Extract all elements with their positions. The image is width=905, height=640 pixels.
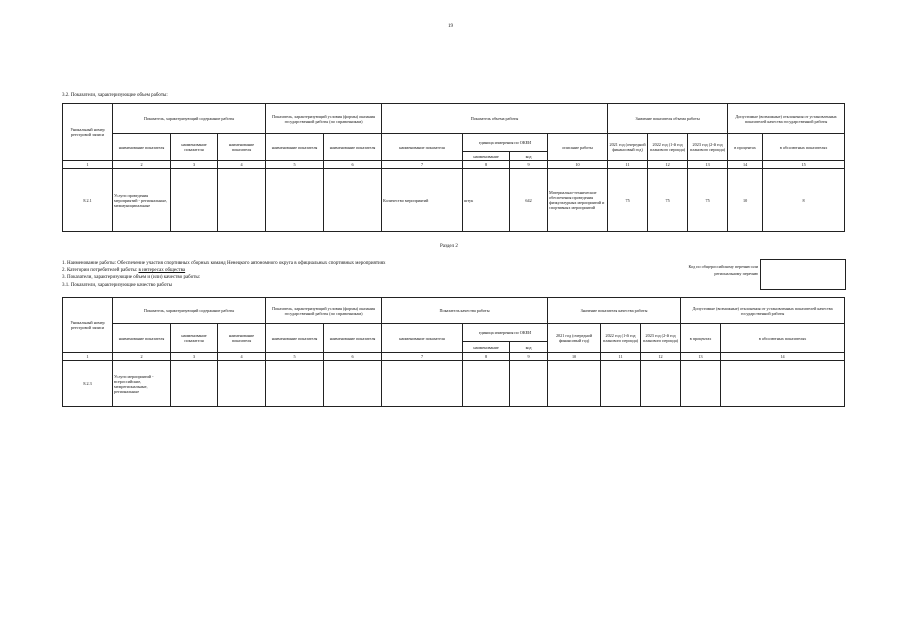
table-row — [63, 361, 845, 407]
indicators-line: 3. Показатели, характеризующие объем и (или) качество работы: — [62, 275, 201, 281]
col-number: 3 — [171, 161, 218, 169]
code-box — [760, 259, 846, 290]
page-number: 19 — [448, 24, 453, 29]
row-empty — [641, 361, 681, 407]
hdr-name-ind: наименование показателя — [113, 324, 171, 353]
hdr-unique-id: Уникальный номер реестровой записи — [63, 104, 113, 161]
volume-table — [62, 103, 845, 232]
work-name-line: 1. Наименование работы: Обеспечение участия спортивных сборных команд Ненецкого автономного округа в официальных спортивных мероприятиях — [62, 261, 386, 266]
col-number: 11 — [601, 353, 641, 361]
hdr-year-2021: 2021 год (очередной финансовый год) — [608, 134, 648, 161]
col-number: 1 — [63, 161, 113, 169]
volume-section-title: 3.2. Показатели, характеризующие объем работы: — [62, 93, 168, 98]
col-number: 6 — [324, 161, 382, 169]
row-empty — [218, 361, 266, 407]
code-label: Код по общероссийскому перечню или региональному перечню — [688, 264, 758, 277]
row-description: Материально-технические обеспечения проведения физкультурных мероприятий и спортивных мероприятий — [548, 169, 608, 232]
col-number: 7 — [382, 161, 463, 169]
hdr-unit-name: наименование — [463, 152, 510, 161]
col-number: 2 — [113, 353, 171, 361]
hdr-conditions: Показатель, характеризующий условия (формы) оказания государственной работы (по справочникам) — [266, 104, 382, 134]
row-empty — [171, 361, 218, 407]
col-number: 12 — [648, 161, 688, 169]
row-content: Услуги проведения мероприятий - региональные, межмуниципальные — [113, 169, 171, 232]
hdr-name-ind: наименование показателя — [218, 324, 266, 353]
hdr-year-2021: 2021 год (очередной финансовый год) — [548, 324, 601, 353]
hdr-unit-name: наименование — [463, 342, 510, 353]
hdr-volume-values: Значение показателя объема работы — [608, 104, 728, 134]
hdr-conditions: Показатель, характеризующий условия (формы) оказания государственной работы (по справочникам) — [266, 298, 382, 324]
hdr-year-2023: 2023 год (2-й год планового периода) — [641, 324, 681, 353]
col-number: 9 — [510, 161, 548, 169]
row-empty — [548, 361, 601, 407]
row-value-2023: 75 — [688, 169, 728, 232]
col-number: 11 — [608, 161, 648, 169]
row-unit-code: 642 — [510, 169, 548, 232]
col-number: 4 — [218, 353, 266, 361]
row-id: 8.2.1 — [63, 169, 113, 232]
hdr-percent: в процентах — [728, 134, 763, 161]
hdr-unique-id: Уникальный номер реестровой записи — [63, 298, 113, 353]
hdr-name-ind: наименование показателя — [382, 134, 463, 161]
section-heading: Раздел 2 — [440, 244, 458, 249]
quality-table — [62, 297, 845, 407]
row-empty — [510, 361, 548, 407]
row-empty — [681, 361, 721, 407]
hdr-allowed-deviation: Допустимые (возможные) отклонения от установленных показателей качества государственной работы — [681, 298, 845, 324]
hdr-absolute: в абсолютных показателях — [721, 324, 845, 353]
col-number: 8 — [463, 353, 510, 361]
hdr-year-2022: 2022 год (1-й год планового периода) — [648, 134, 688, 161]
consumer-value: в интересах общества — [138, 268, 186, 274]
row-empty — [266, 169, 324, 232]
col-number: 10 — [548, 161, 608, 169]
hdr-year-2022: 2022 год (1-й год планового периода) — [601, 324, 641, 353]
col-number: 10 — [548, 353, 601, 361]
row-absolute: 8 — [763, 169, 845, 232]
row-empty — [601, 361, 641, 407]
hdr-name-ind: наименование показателя — [266, 324, 324, 353]
hdr-name-ind: наименование показателя — [171, 324, 218, 353]
row-empty — [266, 361, 324, 407]
hdr-unit: единица измерения по ОКЕИ — [463, 134, 548, 152]
col-number: 13 — [688, 161, 728, 169]
row-id: 8.2.3 — [63, 361, 113, 407]
col-number: 14 — [728, 161, 763, 169]
row-unit-name: штук — [463, 169, 510, 232]
row-empty — [218, 169, 266, 232]
hdr-absolute: в абсолютных показателях — [763, 134, 845, 161]
row-empty — [463, 361, 510, 407]
hdr-name-ind: наименование показателя — [266, 134, 324, 161]
row-empty — [324, 169, 382, 232]
hdr-volume-indicator: Показатель объема работы — [382, 104, 608, 134]
hdr-description: описание работы — [548, 134, 608, 161]
hdr-percent: в процентах — [681, 324, 721, 353]
col-number: 6 — [324, 353, 382, 361]
hdr-quality-values: Значение показателя качества работы — [548, 298, 681, 324]
consumer-line: 2. Категории потребителей работы: в интересах общества — [62, 268, 186, 274]
hdr-unit: единица измерения по ОКЕИ — [463, 324, 548, 342]
hdr-name-ind: наименование показателя — [113, 134, 171, 161]
row-empty — [171, 169, 218, 232]
col-number: 5 — [266, 161, 324, 169]
hdr-name-ind: наименование показателя — [324, 324, 382, 353]
hdr-content: Показатель, характеризующий содержание работы — [113, 298, 266, 324]
row-empty — [382, 361, 463, 407]
col-number: 8 — [463, 161, 510, 169]
table-row — [63, 169, 845, 232]
col-number: 13 — [681, 353, 721, 361]
row-indicator: Количество мероприятий — [382, 169, 463, 232]
hdr-name-ind: наименование показателя — [171, 134, 218, 161]
row-value-2022: 75 — [648, 169, 688, 232]
col-number: 3 — [171, 353, 218, 361]
hdr-year-2023: 2023 год (2-й год планового периода) — [688, 134, 728, 161]
hdr-name-ind: наименование показателя — [218, 134, 266, 161]
row-content: Услуги мероприятий - всероссийские, межрегиональные, региональные — [113, 361, 171, 407]
hdr-content: Показатель, характеризующий содержание работы — [113, 104, 266, 134]
row-empty — [324, 361, 382, 407]
col-number: 1 — [63, 353, 113, 361]
col-number: 15 — [763, 161, 845, 169]
hdr-unit-code: код — [510, 152, 548, 161]
hdr-name-ind: наименование показателя — [324, 134, 382, 161]
row-value-2021: 75 — [608, 169, 648, 232]
col-number: 12 — [641, 353, 681, 361]
quality-subtitle: 3.1. Показатели, характеризующие качество работы — [62, 282, 172, 288]
hdr-allowed-deviation: Допустимые (возможные) отклонения от установленных показателей качества государственной работы — [728, 104, 845, 134]
col-number: 2 — [113, 161, 171, 169]
row-percent: 10 — [728, 169, 763, 232]
col-number: 9 — [510, 353, 548, 361]
col-number: 14 — [721, 353, 845, 361]
row-empty — [721, 361, 845, 407]
hdr-name-ind: наименование показателя — [382, 324, 463, 353]
col-number: 5 — [266, 353, 324, 361]
hdr-quality-indicator: Показатель качества работы — [382, 298, 548, 324]
col-number: 7 — [382, 353, 463, 361]
hdr-unit-code: код — [510, 342, 548, 353]
col-number: 4 — [218, 161, 266, 169]
section-lines — [62, 260, 386, 289]
